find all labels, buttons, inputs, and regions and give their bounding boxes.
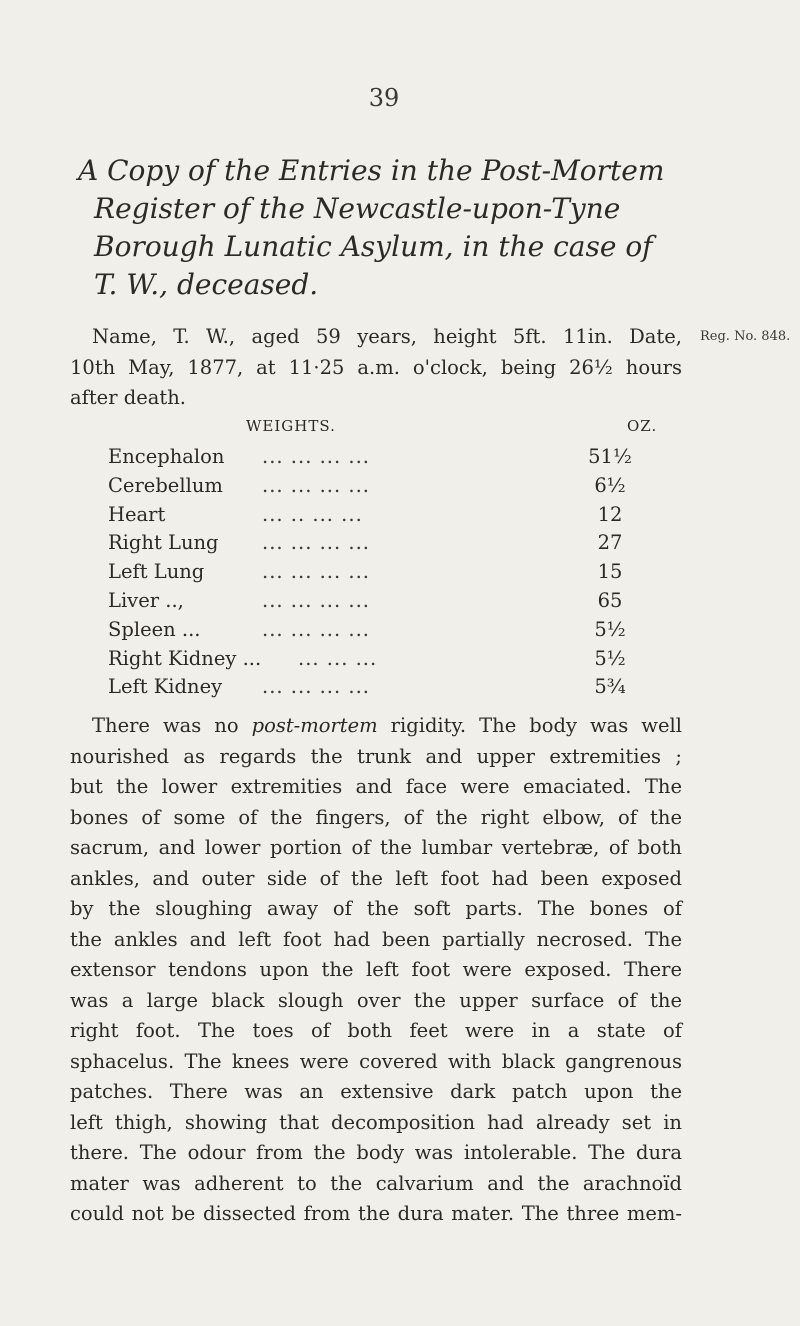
- body-line: but the lower extremities and face were emaciated. The: [70, 775, 682, 798]
- leader-dots: ... ... ...: [298, 646, 378, 670]
- intro-line: after death.: [70, 386, 186, 409]
- body-paragraph: [70, 711, 682, 1230]
- organ-weight: 5½: [594, 646, 626, 670]
- organ-weight: 6½: [594, 473, 626, 497]
- body-line: mater was adherent to the calvarium and the arachnoïd: [70, 1171, 682, 1195]
- organ-name: Encephalon: [108, 445, 225, 468]
- weight-row: [108, 529, 668, 558]
- organ-weight: 5¾: [594, 675, 626, 699]
- organ-name: Left Kidney: [108, 675, 223, 699]
- register-number: Reg. No. 848.: [700, 329, 791, 344]
- organ-weight: 51½: [588, 445, 632, 468]
- weights-unit: OZ.: [627, 417, 658, 435]
- organ-name: Right Lung: [108, 531, 219, 555]
- leader-dots: ... ... ... ...: [262, 588, 370, 612]
- organ-name: Right Kidney ...: [108, 646, 262, 670]
- body-line: ankles, and outer side of the left foot had been exposed: [70, 866, 682, 890]
- body-line: sphacelus. The knees were covered with black gangrenous: [70, 1049, 682, 1073]
- intro-line: 10th May, 1877, at 11·25 a.m. o'clock, being 26½ hours: [70, 355, 682, 379]
- organ-weight: 65: [597, 588, 623, 612]
- organ-weight: 15: [597, 560, 623, 584]
- organ-name: Liver ..,: [108, 588, 184, 612]
- body-line: could not be dissected from the dura mater. The three mem-: [70, 1202, 682, 1225]
- weight-row: [108, 501, 668, 530]
- body-line: the ankles and left foot had been partially necrosed. The: [70, 927, 682, 951]
- body-line: patches. There was an extensive dark patch upon the: [70, 1080, 682, 1103]
- leader-dots: ... ... ... ...: [262, 473, 370, 497]
- leader-dots: ... ... ... ...: [262, 675, 370, 699]
- body-line: nourished as regards the trunk and upper extremities ;: [70, 744, 682, 768]
- title-line: A Copy of the Entries in the Post-Mortem: [78, 154, 665, 187]
- intro-line: Name, T. W., aged 59 years, height 5ft. 11in. Date,: [92, 325, 682, 348]
- page-number: 39: [368, 84, 400, 112]
- body-line: was a large black slough over the upper surface of the: [70, 988, 682, 1012]
- body-line: there. The odour from the body was intolerable. The dura: [70, 1141, 682, 1164]
- organ-weight: 12: [597, 502, 623, 526]
- body-text-run: There was no: [92, 714, 252, 737]
- weight-row: [108, 443, 668, 472]
- leader-dots: ... ... ... ...: [262, 617, 370, 641]
- organ-weight: 5½: [594, 617, 626, 641]
- weight-row: [108, 587, 668, 616]
- body-line: right foot. The toes of both feet were in a state of: [70, 1019, 682, 1042]
- body-line: [70, 711, 682, 742]
- weight-row: [108, 673, 668, 702]
- leader-dots: ... ... ... ...: [262, 531, 370, 555]
- body-line: sacrum, and lower portion of the lumbar vertebræ, of both: [70, 836, 682, 859]
- title-line: T. W., deceased.: [94, 268, 319, 301]
- weight-row: [108, 645, 668, 674]
- leader-dots: ... ... ... ...: [262, 560, 370, 584]
- organ-name: Cerebellum: [108, 473, 223, 497]
- body-line: extensor tendons upon the left foot were exposed. There: [70, 958, 682, 981]
- title-line: Register of the Newcastle-upon-Tyne: [94, 192, 621, 225]
- weights-table: [108, 443, 668, 702]
- title-line: Borough Lunatic Asylum, in the case of: [94, 230, 653, 263]
- weight-row: [108, 616, 668, 645]
- body-line: left thigh, showing that decomposition had already set in: [70, 1110, 682, 1134]
- document-title: [78, 152, 718, 304]
- organ-name: Left Lung: [108, 560, 205, 584]
- body-text-run: rigidity. The body was well: [377, 714, 682, 737]
- leader-dots: ... ... ... ...: [262, 445, 370, 468]
- body-line: by the sloughing away of the soft parts. The bones of: [70, 897, 682, 920]
- intro-paragraph: [70, 322, 682, 414]
- organ-name: Heart: [108, 502, 166, 526]
- weight-row: [108, 472, 668, 501]
- weights-heading: WEIGHTS.: [246, 417, 336, 435]
- body-line: bones of some of the fingers, of the right elbow, of the: [70, 805, 682, 829]
- organ-weight: 27: [597, 531, 623, 555]
- weight-row: [108, 558, 668, 587]
- organ-name: Spleen ...: [108, 617, 201, 641]
- leader-dots: ... .. ... ...: [262, 502, 363, 526]
- italic-term: post-mortem: [251, 714, 378, 737]
